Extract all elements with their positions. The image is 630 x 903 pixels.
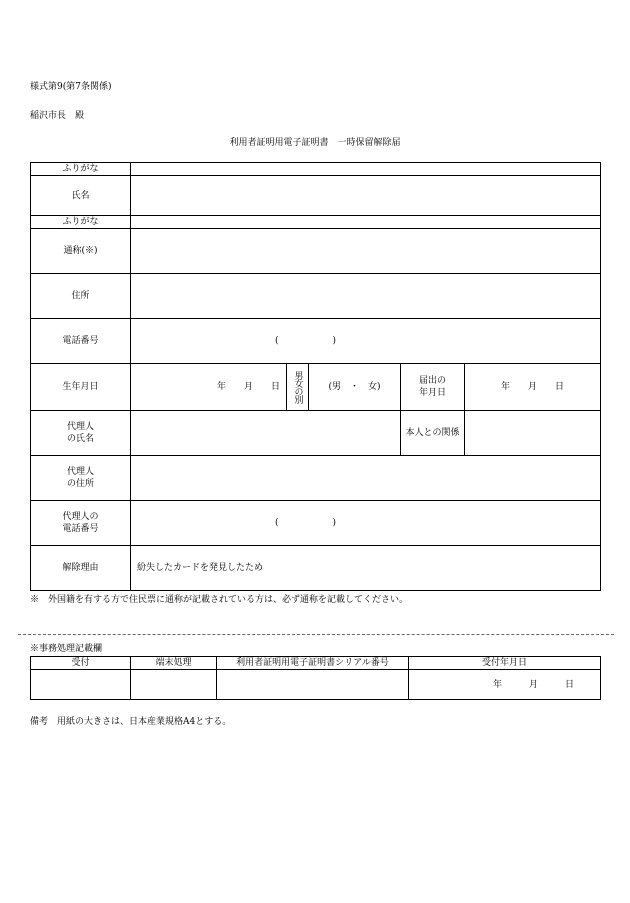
phone-parentheses: ( ) (275, 336, 337, 346)
sex-options[interactable]: (男 ・ 女) (309, 364, 401, 411)
agent-address-label-line2: の住所 (66, 479, 94, 489)
receipt-field[interactable] (31, 670, 131, 700)
filing-date-field[interactable]: 年 月 日 (465, 364, 601, 411)
phone-label: 電話番号 (31, 319, 131, 364)
agent-phone-label-line1: 代理人の (62, 512, 99, 522)
alias-furigana-field[interactable] (131, 216, 601, 229)
sex-label-cell (287, 364, 309, 411)
office-use-heading: ※事務処理記載欄 (30, 644, 103, 654)
receipt-date-field[interactable]: 年 月 日 (409, 670, 601, 700)
birthdate-label: 生年月日 (31, 364, 131, 411)
furigana-field[interactable] (131, 163, 601, 176)
agent-name-label (31, 411, 131, 456)
receipt-header: 受付 (31, 657, 131, 670)
filing-date-label-line2: 年月日 (418, 388, 446, 398)
remarks: 備考 用紙の大きさは、日本産業規格A4とする。 (30, 717, 232, 727)
agent-name-label-line1: 代理人 (66, 422, 94, 432)
name-label: 氏名 (31, 176, 131, 216)
address-field[interactable] (131, 274, 601, 319)
addressee: 稲沢市長 殿 (30, 111, 85, 121)
agent-phone-parentheses: ( ) (275, 518, 337, 528)
cut-line (18, 634, 614, 635)
agent-phone-label (31, 501, 131, 546)
alias-label: 通称(※) (31, 229, 131, 274)
agent-address-field[interactable] (131, 456, 601, 501)
application-table (30, 162, 601, 591)
alias-field[interactable] (131, 229, 601, 274)
birthdate-field[interactable]: 年 月 日 (131, 364, 287, 411)
name-field[interactable] (131, 176, 601, 216)
agent-name-field[interactable] (131, 411, 401, 456)
agent-address-label-line1: 代理人 (66, 467, 94, 477)
terminal-header: 端末処理 (131, 657, 217, 670)
phone-field[interactable] (131, 319, 601, 364)
reason-field[interactable]: 紛失したカードを発見したため (131, 546, 601, 591)
address-label: 住所 (31, 274, 131, 319)
sex-label: 男女の別 (292, 371, 303, 403)
filing-date-label-line1: 届出の (418, 376, 446, 386)
office-use-table (30, 656, 601, 700)
form-title: 利用者証明用電子証明書 一時保留解除届 (229, 138, 401, 148)
filing-date-label (401, 364, 465, 411)
reason-label: 解除理由 (31, 546, 131, 591)
agent-name-label-line2: の氏名 (66, 434, 94, 444)
alias-note: ※ 外国籍を有する方で住民票に通称が記載されている方は、必ず通称を記載してください。 (30, 595, 409, 605)
receipt-date-header: 受付年月日 (409, 657, 601, 670)
agent-phone-field[interactable] (131, 501, 601, 546)
serial-field[interactable] (217, 670, 409, 700)
agent-phone-label-line2: 電話番号 (62, 524, 99, 534)
terminal-field[interactable] (131, 670, 217, 700)
serial-header: 利用者証明用電子証明書シリアル番号 (217, 657, 409, 670)
form-number: 様式第9(第7条関係) (30, 82, 112, 92)
agent-address-label (31, 456, 131, 501)
furigana-label: ふりがな (31, 163, 131, 176)
relationship-label: 本人との関係 (401, 411, 465, 456)
furigana-label-2: ふりがな (31, 216, 131, 229)
relationship-field[interactable] (465, 411, 601, 456)
